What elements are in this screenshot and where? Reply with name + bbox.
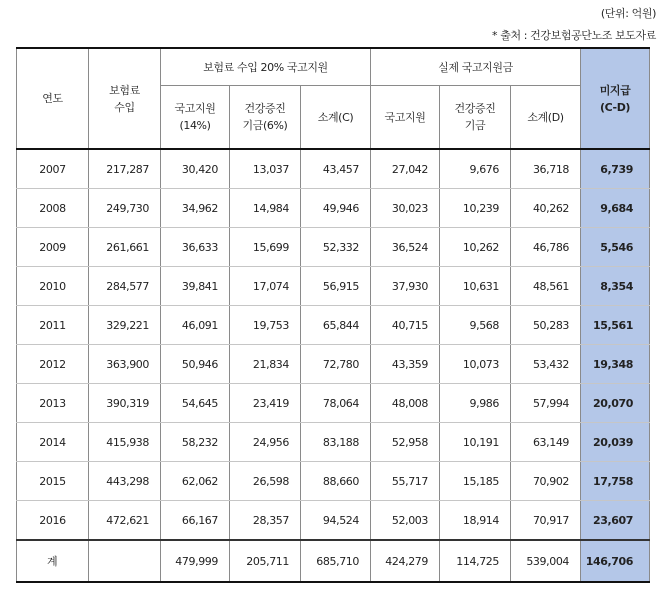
cell-g1-subtotal: 72,780 (301, 345, 371, 384)
cell-g2-fund: 9,676 (440, 149, 511, 189)
cell-total-g2-subtotal: 539,004 (511, 540, 581, 582)
header-g2-fund (440, 86, 511, 150)
cell-premium: 415,938 (89, 423, 161, 462)
cell-total-g2-state: 424,279 (371, 540, 440, 582)
table-row (17, 345, 650, 384)
cell-g2-fund: 10,073 (440, 345, 511, 384)
cell-g1-subtotal: 88,660 (301, 462, 371, 501)
cell-g2-subtotal: 70,902 (511, 462, 581, 501)
cell-premium: 329,221 (89, 306, 161, 345)
cell-g2-fund: 9,568 (440, 306, 511, 345)
cell-total-unpaid: 146,706 (581, 540, 650, 582)
cell-year: 2016 (17, 501, 89, 541)
cell-total-label: 계 (17, 540, 89, 582)
cell-unpaid: 8,354 (581, 267, 650, 306)
table-header (17, 48, 650, 149)
cell-g1-fund: 23,419 (230, 384, 301, 423)
cell-total-premium (89, 540, 161, 582)
table-row (17, 423, 650, 462)
cell-year: 2014 (17, 423, 89, 462)
header-g2-fund-line1: 건강증진 (454, 102, 496, 115)
cell-year: 2010 (17, 267, 89, 306)
source-note: * 출처 : 건강보험공단노조 보도자료 (492, 29, 656, 42)
cell-g2-subtotal: 50,283 (511, 306, 581, 345)
cell-premium: 249,730 (89, 189, 161, 228)
table-row (17, 267, 650, 306)
cell-g1-fund: 28,357 (230, 501, 301, 541)
cell-g1-subtotal: 56,915 (301, 267, 371, 306)
header-g2-state: 국고지원 (371, 86, 440, 150)
cell-g1-fund: 24,956 (230, 423, 301, 462)
cell-g2-subtotal: 36,718 (511, 149, 581, 189)
header-g1-subtotal: 소계(C) (301, 86, 371, 150)
cell-g1-subtotal: 43,457 (301, 149, 371, 189)
table-body (17, 149, 650, 582)
cell-unpaid: 20,039 (581, 423, 650, 462)
header-unpaid (581, 48, 650, 149)
cell-g1-subtotal: 78,064 (301, 384, 371, 423)
cell-unpaid: 23,607 (581, 501, 650, 541)
cell-g2-state: 30,023 (371, 189, 440, 228)
cell-premium: 217,287 (89, 149, 161, 189)
cell-g1-state: 50,946 (161, 345, 230, 384)
cell-g2-fund: 18,914 (440, 501, 511, 541)
cell-g2-state: 48,008 (371, 384, 440, 423)
cell-unpaid: 5,546 (581, 228, 650, 267)
cell-g2-fund: 10,262 (440, 228, 511, 267)
cell-g1-fund: 14,984 (230, 189, 301, 228)
cell-g2-fund: 10,239 (440, 189, 511, 228)
header-unpaid-line1: 미지급 (599, 83, 631, 97)
cell-g1-fund: 13,037 (230, 149, 301, 189)
header-g2-subtotal: 소계(D) (511, 86, 581, 150)
cell-g1-subtotal: 52,332 (301, 228, 371, 267)
cell-unpaid: 20,070 (581, 384, 650, 423)
cell-g1-state: 30,420 (161, 149, 230, 189)
header-g1-fund-line1: 건강증진 (244, 102, 286, 115)
header-g1-fund-line2: 기금(6%) (242, 119, 288, 132)
cell-year: 2009 (17, 228, 89, 267)
cell-g2-state: 52,003 (371, 501, 440, 541)
cell-premium: 363,900 (89, 345, 161, 384)
table-row (17, 462, 650, 501)
cell-premium: 261,661 (89, 228, 161, 267)
cell-g1-state: 66,167 (161, 501, 230, 541)
cell-g1-fund: 19,753 (230, 306, 301, 345)
cell-premium: 390,319 (89, 384, 161, 423)
cell-year: 2015 (17, 462, 89, 501)
table-row (17, 384, 650, 423)
cell-unpaid: 6,739 (581, 149, 650, 189)
cell-year: 2012 (17, 345, 89, 384)
cell-total-g1-subtotal: 685,710 (301, 540, 371, 582)
cell-g2-state: 52,958 (371, 423, 440, 462)
cell-g2-subtotal: 57,994 (511, 384, 581, 423)
cell-g1-state: 54,645 (161, 384, 230, 423)
cell-g1-state: 39,841 (161, 267, 230, 306)
table-row (17, 228, 650, 267)
cell-g1-fund: 21,834 (230, 345, 301, 384)
cell-unpaid: 15,561 (581, 306, 650, 345)
cell-g2-state: 43,359 (371, 345, 440, 384)
cell-year: 2008 (17, 189, 89, 228)
header-g1-fund (230, 86, 301, 150)
table-row (17, 306, 650, 345)
cell-g2-state: 27,042 (371, 149, 440, 189)
total-row (17, 540, 650, 582)
cell-g2-fund: 9,986 (440, 384, 511, 423)
cell-g1-subtotal: 83,188 (301, 423, 371, 462)
cell-g2-fund: 10,191 (440, 423, 511, 462)
header-g1-state-line1: 국고지원 (174, 102, 216, 115)
header-group-actual-support: 실제 국고지원금 (371, 48, 581, 86)
cell-g1-subtotal: 65,844 (301, 306, 371, 345)
cell-g2-subtotal: 70,917 (511, 501, 581, 541)
cell-unpaid: 17,758 (581, 462, 650, 501)
header-year: 연도 (17, 48, 89, 149)
cell-g2-subtotal: 63,149 (511, 423, 581, 462)
header-g1-state-line2: (14%) (179, 119, 211, 132)
cell-g1-state: 34,962 (161, 189, 230, 228)
cell-g1-state: 58,232 (161, 423, 230, 462)
header-unpaid-line2: (C-D) (599, 100, 631, 114)
cell-g1-state: 36,633 (161, 228, 230, 267)
support-table (16, 47, 650, 583)
cell-total-g1-fund: 205,711 (230, 540, 301, 582)
cell-g1-state: 46,091 (161, 306, 230, 345)
header-group-20pct-support: 보험료 수입 20% 국고지원 (161, 48, 371, 86)
cell-premium: 284,577 (89, 267, 161, 306)
cell-unpaid: 9,684 (581, 189, 650, 228)
unit-note: (단위: 억원) (600, 7, 656, 20)
cell-g2-subtotal: 53,432 (511, 345, 581, 384)
cell-unpaid: 19,348 (581, 345, 650, 384)
cell-g2-subtotal: 40,262 (511, 189, 581, 228)
cell-total-g2-fund: 114,725 (440, 540, 511, 582)
cell-g1-fund: 26,598 (230, 462, 301, 501)
header-premium-line1: 보험료 (109, 83, 140, 97)
cell-g1-subtotal: 94,524 (301, 501, 371, 541)
cell-g1-state: 62,062 (161, 462, 230, 501)
cell-g2-state: 36,524 (371, 228, 440, 267)
header-premium (89, 48, 161, 149)
cell-g2-state: 37,930 (371, 267, 440, 306)
table-row (17, 189, 650, 228)
header-g2-fund-line2: 기금 (464, 119, 486, 132)
header-premium-line2: 수입 (114, 100, 135, 114)
cell-g2-state: 55,717 (371, 462, 440, 501)
cell-g1-subtotal: 49,946 (301, 189, 371, 228)
cell-premium: 443,298 (89, 462, 161, 501)
cell-g1-fund: 15,699 (230, 228, 301, 267)
cell-year: 2007 (17, 149, 89, 189)
cell-year: 2013 (17, 384, 89, 423)
cell-g2-subtotal: 46,786 (511, 228, 581, 267)
table-row (17, 149, 650, 189)
cell-g1-fund: 17,074 (230, 267, 301, 306)
cell-g2-fund: 10,631 (440, 267, 511, 306)
cell-g2-fund: 15,185 (440, 462, 511, 501)
cell-premium: 472,621 (89, 501, 161, 541)
header-g1-state (161, 86, 230, 150)
table-row (17, 501, 650, 541)
cell-total-g1-state: 479,999 (161, 540, 230, 582)
cell-g2-subtotal: 48,561 (511, 267, 581, 306)
cell-g2-state: 40,715 (371, 306, 440, 345)
cell-year: 2011 (17, 306, 89, 345)
